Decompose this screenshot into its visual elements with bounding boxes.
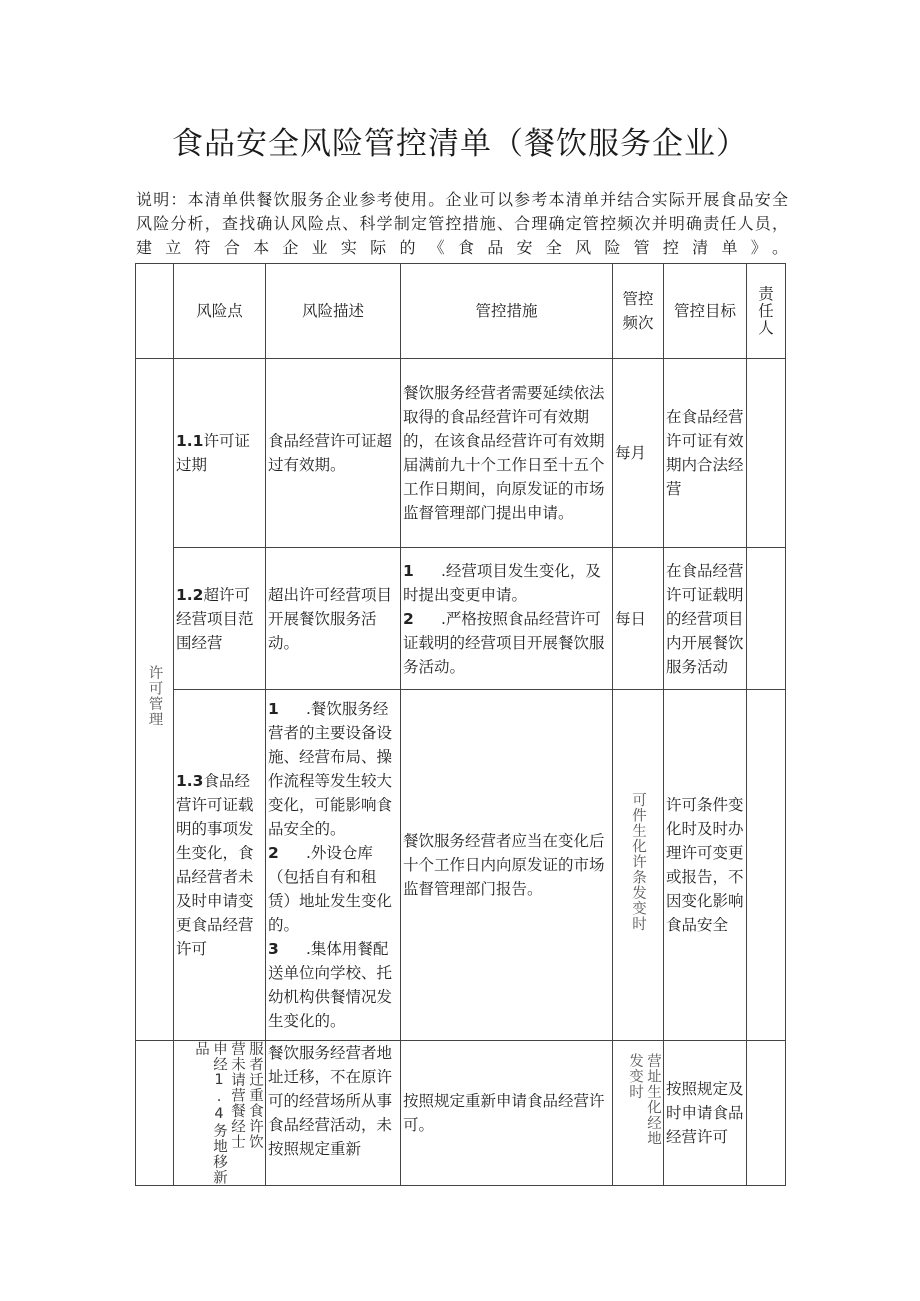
page-title: 食品安全风险管控清单（餐饮服务企业）: [172, 126, 748, 162]
goal-cell: 在食品经营许可证有效期内合法经营: [664, 359, 747, 548]
category-cell-empty: [136, 1041, 174, 1186]
measure-item: [403, 607, 610, 679]
vertical-text-column: 发变时: [627, 1053, 643, 1100]
header-risk-desc: 风险描述: [266, 264, 401, 359]
measure-item-number: 2: [403, 609, 414, 628]
owner-cell: [747, 359, 786, 548]
risk-number: 1.3: [176, 772, 204, 790]
risk-point-text: 许可证过期: [176, 432, 250, 474]
risk-desc-cell: 餐饮服务经营者地址迁移，不在原许可的经营场所从事食品经营活动，未按照规定重新: [266, 1041, 401, 1186]
frequency-cell: [613, 690, 664, 1041]
header-goal: 管控目标: [664, 264, 747, 359]
intro-line-3: 建立符合本企业实际的《食品安全风险管控清单》。: [136, 238, 788, 257]
intro-text: [136, 188, 788, 260]
measure-item-text: .经营项目发生变化，及时提出变更申请。: [403, 561, 601, 604]
risk-desc-cell: 食品经营许可证超过有效期。: [266, 359, 401, 548]
frequency-text: 可件生化许条发变时: [630, 791, 646, 932]
header-category: [136, 264, 174, 359]
risk-number: 1.1: [176, 432, 204, 450]
measure-item: [403, 559, 610, 607]
risk-control-table: [135, 263, 786, 1186]
table-row: [136, 548, 786, 690]
risk-point-vertical-text: [176, 1041, 263, 1185]
risk-point-cell: [174, 359, 266, 548]
risk-point-cell: [174, 548, 266, 690]
table-row: [136, 690, 786, 1041]
vertical-text-column: 申经1.4务地移新: [211, 1041, 227, 1185]
desc-item: [268, 841, 398, 937]
goal-cell: 按照规定及时申请食品经营许可: [664, 1041, 747, 1186]
desc-item-text: .集体用餐配送单位向学校、托幼机构供餐情况发生变化的。: [268, 940, 393, 1030]
risk-point-text: 超许可经营项目范围经营: [176, 585, 254, 652]
category-label: 许可管理: [146, 664, 163, 727]
desc-item-text: .外设仓库（包括自有和租赁）地址发生变化的。: [268, 844, 393, 934]
vertical-text-column: 服者迁重食许饮: [247, 1041, 263, 1150]
measures-cell: [401, 548, 613, 690]
measure-item-text: .严格按照食品经营许可证载明的经营项目开展餐饮服务活动。: [403, 609, 605, 676]
risk-desc-cell: [266, 690, 401, 1041]
risk-desc-cell: 超出许可经营项目开展餐饮服务活动。: [266, 548, 401, 690]
frequency-cell: [613, 1041, 664, 1186]
owner-cell: [747, 1041, 786, 1186]
header-frequency: 管控频次: [613, 264, 664, 359]
frequency-vertical-text: [615, 1053, 661, 1146]
desc-item-text: .餐饮服务经营者的主要设备设施、经营布局、操作流程等发生较大变化，可能影响食品安全的。: [268, 700, 393, 838]
frequency-cell: 每月: [613, 359, 664, 548]
desc-item-number: 2: [268, 844, 279, 862]
vertical-text-column: 营未请营餐经士: [229, 1041, 245, 1150]
header-risk-point: 风险点: [174, 264, 266, 359]
header-owner: 责任人: [747, 264, 786, 359]
vertical-text-column: 营址生化经地: [645, 1053, 661, 1146]
category-cell: [136, 359, 174, 1041]
desc-item: [268, 697, 398, 841]
desc-item-number: 3: [268, 940, 279, 958]
goal-cell: 许可条件变化时及时办理许可变更或报告，不因变化影响食品安全: [664, 690, 747, 1041]
risk-point-text: 食品经营许可证载明的事项发生变化，食品经营者未及时申请变更食品经营许可: [176, 772, 254, 958]
table-header-row: [136, 264, 786, 359]
vertical-text-column: 品: [193, 1041, 209, 1057]
goal-cell: 在食品经营许可证载明的经营项目内开展餐饮服务活动: [664, 548, 747, 690]
header-measures: 管控措施: [401, 264, 613, 359]
owner-cell: [747, 548, 786, 690]
desc-item-number: 1: [268, 700, 279, 718]
table-row: [136, 359, 786, 548]
measures-cell: 按照规定重新申请食品经营许可。: [401, 1041, 613, 1186]
measures-cell: 餐饮服务经营者需要延续依法取得的食品经营许可有效期的，在该食品经营许可有效期届满前九十个工作日至十五个工作日期间，向原发证的市场监督管理部门提出申请。: [401, 359, 613, 548]
risk-point-cell: [174, 1041, 266, 1186]
owner-cell: [747, 690, 786, 1041]
measures-cell: 餐饮服务经营者应当在变化后十个工作日内向原发证的市场监督管理部门报告。: [401, 690, 613, 1041]
desc-item: [268, 937, 398, 1033]
intro-line-2: 风险分析，查找确认风险点、科学制定管控措施、合理确定管控频次并明确责任人员，: [136, 214, 788, 233]
risk-point-cell: [174, 690, 266, 1041]
risk-number: 1.2: [176, 585, 204, 604]
frequency-cell: 每日: [613, 548, 664, 690]
table-row: [136, 1041, 786, 1186]
intro-line-1: 说明：本清单供餐饮服务企业参考使用。企业可以参考本清单并结合实际开展食品安全: [136, 190, 788, 209]
measure-item-number: 1: [403, 561, 414, 580]
